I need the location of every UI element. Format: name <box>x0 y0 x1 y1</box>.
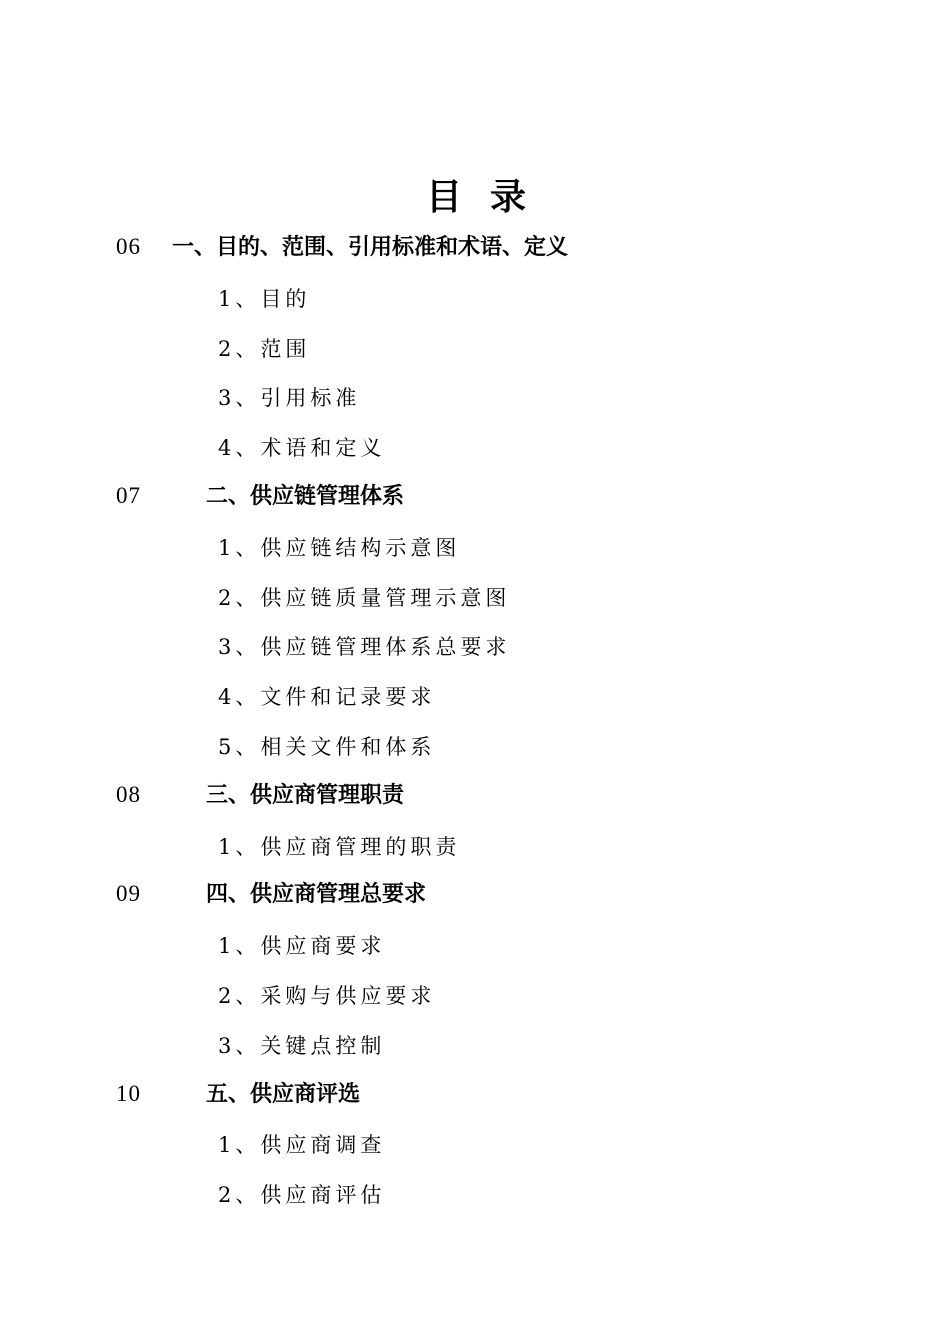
toc-item-title[interactable]: 1、供应商调查 <box>218 1133 386 1158</box>
toc-section-row <box>0 772 950 822</box>
toc-page-number: 06 <box>116 234 141 259</box>
toc-item-title[interactable]: 1、供应链结构示意图 <box>218 535 461 560</box>
toc-item-title[interactable]: 1、供应商要求 <box>218 934 386 959</box>
toc-item-row <box>0 921 950 971</box>
toc-item-row <box>0 822 950 872</box>
toc-item-title[interactable]: 3、关键点控制 <box>218 1033 386 1058</box>
toc-section-row <box>0 473 950 523</box>
toc-section-title[interactable]: 三、供应商管理职责 <box>206 781 405 808</box>
toc-item-row <box>0 622 950 672</box>
toc-item-row <box>0 672 950 722</box>
toc-item-title[interactable]: 4、术语和定义 <box>218 436 386 461</box>
toc-item-row <box>0 523 950 573</box>
toc-page-number: 08 <box>116 781 141 807</box>
toc-section-title[interactable]: 四、供应商管理总要求 <box>206 881 427 908</box>
toc-section-title[interactable]: 五、供应商评选 <box>206 1080 361 1107</box>
toc-item-row <box>0 722 950 772</box>
toc-item-title[interactable]: 5、相关文件和体系 <box>218 734 436 759</box>
toc-item-title[interactable]: 2、采购与供应要求 <box>218 983 436 1008</box>
toc-item-title[interactable]: 1、目的 <box>218 286 311 311</box>
toc-item-title[interactable]: 2、供应链质量管理示意图 <box>218 585 511 610</box>
page-title: 目录 <box>425 177 554 218</box>
toc-section-row <box>0 224 950 274</box>
toc-item-row <box>0 274 950 324</box>
toc-item-row <box>0 324 950 374</box>
toc-page-number: 10 <box>116 1080 141 1106</box>
table-of-contents <box>0 224 950 1220</box>
toc-item-row <box>0 573 950 623</box>
toc-item-row <box>0 971 950 1021</box>
toc-section-title[interactable]: 一、目的、范围、引用标准和术语、定义 <box>172 234 569 260</box>
toc-item-row <box>0 1021 950 1071</box>
toc-section-row <box>0 1071 950 1121</box>
toc-section-row <box>0 871 950 921</box>
toc-item-title[interactable]: 3、供应链管理体系总要求 <box>218 635 511 660</box>
toc-item-row <box>0 423 950 473</box>
toc-item-row <box>0 1120 950 1170</box>
toc-item-row <box>0 373 950 423</box>
toc-item-title[interactable]: 2、供应商评估 <box>218 1183 386 1208</box>
toc-item-title[interactable]: 4、文件和记录要求 <box>218 685 436 710</box>
toc-item-title[interactable]: 2、范围 <box>218 336 311 361</box>
toc-page-number: 09 <box>116 881 141 907</box>
toc-section-title[interactable]: 二、供应链管理体系 <box>206 482 405 509</box>
toc-page-number: 07 <box>116 482 141 508</box>
toc-item-title[interactable]: 3、引用标准 <box>218 386 361 411</box>
toc-item-row <box>0 1170 950 1220</box>
toc-item-title[interactable]: 1、供应商管理的职责 <box>218 834 461 859</box>
